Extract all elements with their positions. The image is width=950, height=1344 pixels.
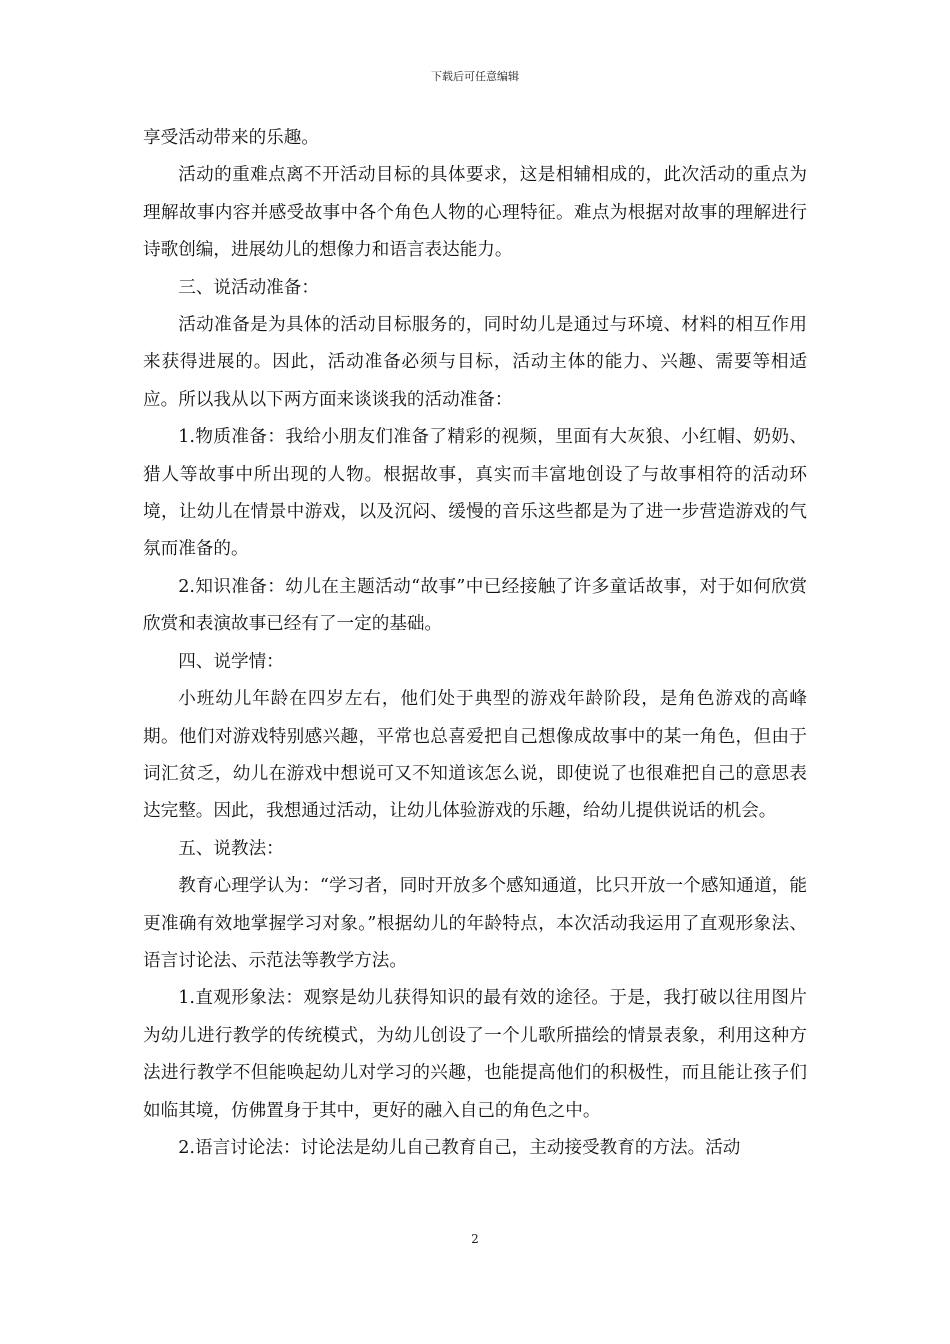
section-heading: 五、说教法：	[178, 838, 284, 859]
paragraph: 小班幼儿年龄在四岁左右，他们处于典型的游戏年龄阶段，是角色游戏的高峰期。他们对游戏特别感兴趣，平常也总喜爱把自己想像成故事中的某一角色，但由于词汇贫乏，幼儿在游戏中想说可又不知道该怎么说，即使说了也很难把自己的意思表达完整。因此，我想通过活动，让幼儿体验游戏的乐趣，给幼儿提供说话的机会。	[143, 689, 807, 822]
page-number: 2	[471, 1232, 479, 1246]
list-item: 1.直观形象法：观察是幼儿获得知识的最有效的途径。于是，我打破以往用图片为幼儿进行教学的传统模式，为幼儿创设了一个儿歌所描绘的情景表象，利用这种方法进行教学不但能唤起幼儿对学习的兴趣，也能提高他们的积极性，而且能让孩子们如临其境，仿佛置身于其中，更好的融入自己的角色之中。	[143, 988, 807, 1121]
paragraph: 活动准备是为具体的活动目标服务的，同时幼儿是通过与环境、材料的相互作用来获得进展的。因此，活动准备必须与目标，活动主体的能力、兴趣、需要等相适应。所以我从以下两方面来谈谈我的活动准备：	[143, 315, 807, 410]
list-item: 1.物质准备：我给小朋友们准备了精彩的视频，里面有大灰狼、小红帽、奶奶、猎人等故事中所出现的人物。根据故事，真实而丰富地创设了与故事相符的活动环境，让幼儿在情景中游戏，以及沉闷、缓慢的音乐这些都是为了进一步营造游戏的气氛而准备的。	[143, 427, 807, 560]
section-heading: 四、说学情：	[178, 651, 284, 672]
paragraph: 教育心理学认为：“学习者，同时开放多个感知通道，比只开放一个感知通道，能更准确有效地掌握学习对象。”根据幼儿的年龄特点，本次活动我运用了直观形象法、语言讨论法、示范法等教学方法。	[143, 876, 807, 971]
list-item: 2.知识准备：幼儿在主题活动“故事”中已经接触了许多童话故事，对于如何欣赏欣赏和表演故事已经有了一定的基础。	[143, 576, 807, 635]
section-heading: 三、说活动准备：	[178, 277, 319, 298]
paragraph: 活动的重难点离不开活动目标的具体要求，这是相辅相成的，此次活动的重点为理解故事内容并感受故事中各个角色人物的心理特征。难点为根据对故事的理解进行诗歌创编，进展幼儿的想像力和语言表达能力。	[143, 165, 807, 261]
page-header: 下载后可任意编辑	[431, 70, 519, 83]
body-text	[143, 120, 807, 1167]
list-item: 2.语言讨论法：讨论法是幼儿自己教育自己，主动接受教育的方法。活动	[178, 1137, 741, 1158]
paragraph: 享受活动带来的乐趣。	[143, 128, 319, 148]
